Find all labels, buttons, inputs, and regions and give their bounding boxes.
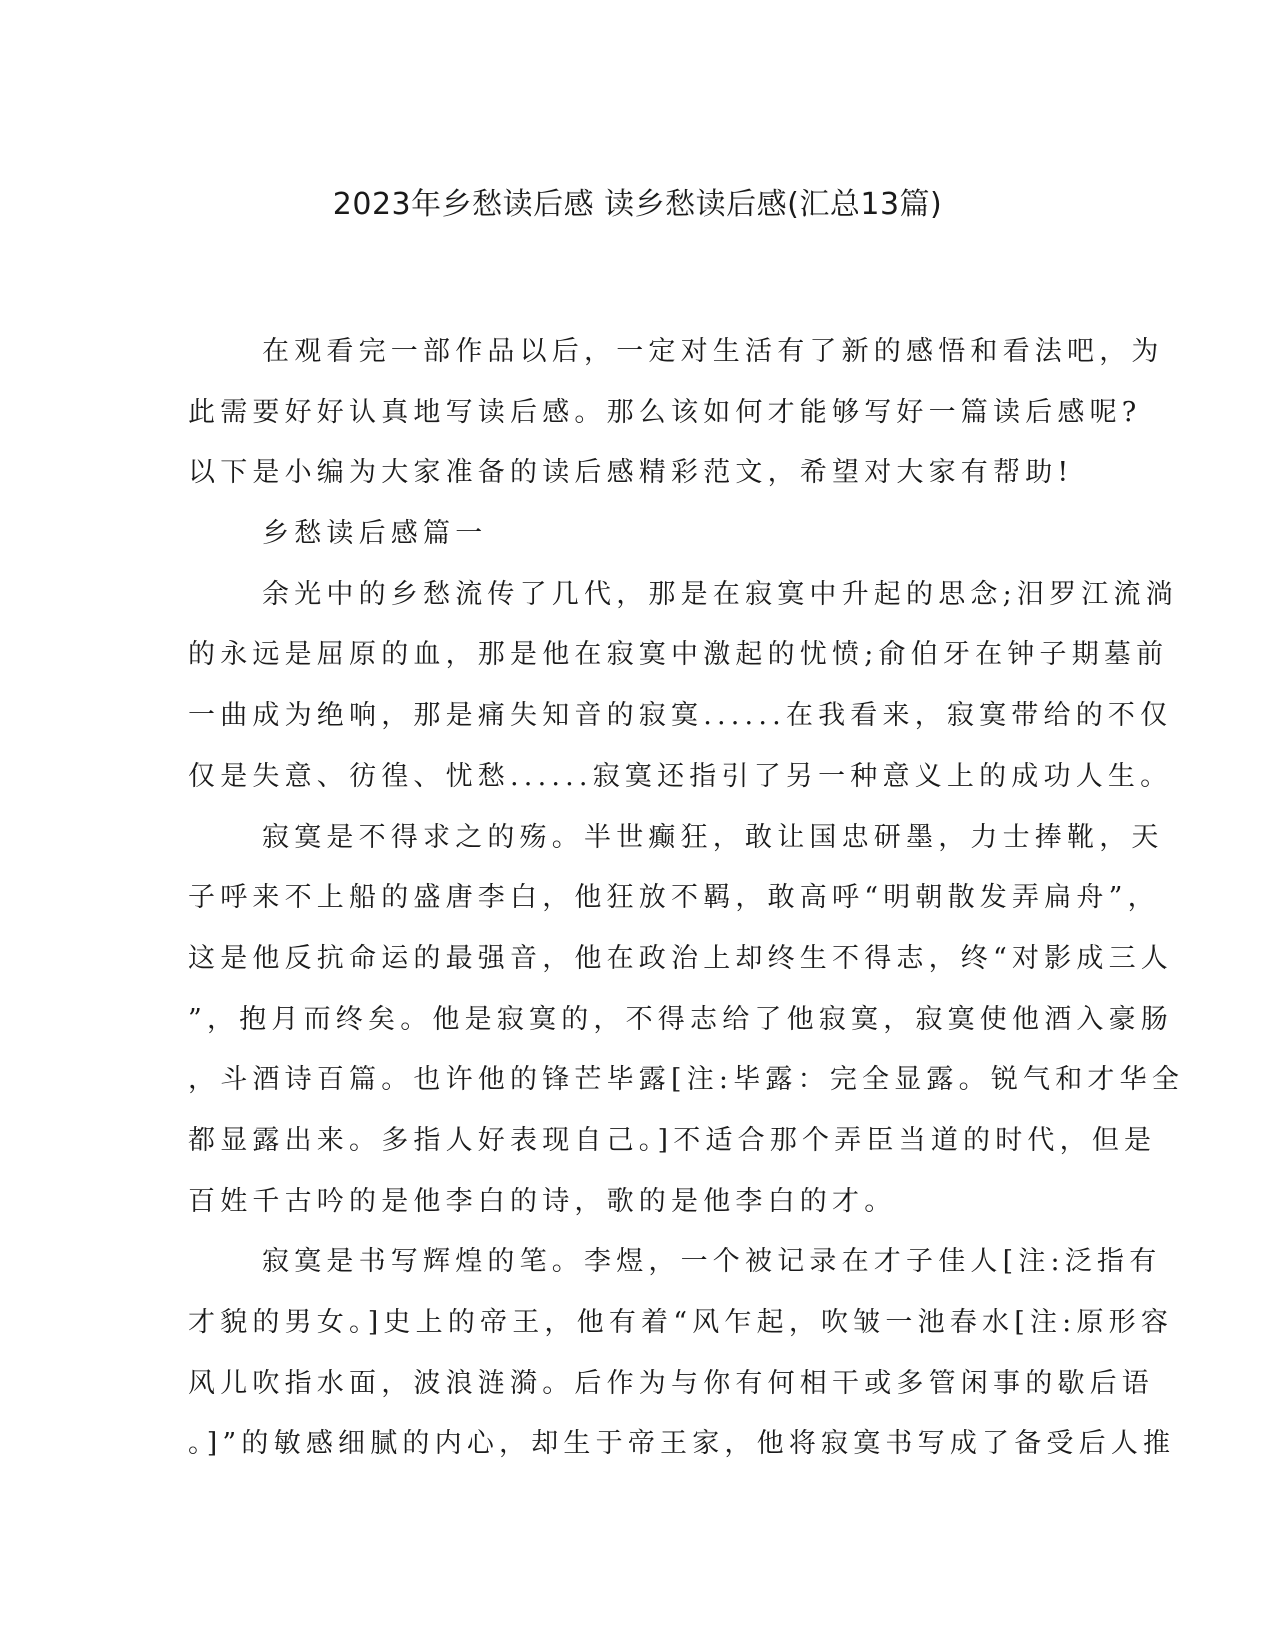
text-line: 此需要好好认真地写读后感。那么该如何才能够写好一篇读后感呢? — [188, 396, 1142, 428]
document-body — [188, 322, 1185, 1475]
text-line: 以下是小编为大家准备的读后感精彩范文，希望对大家有帮助! — [188, 457, 1074, 489]
document-title: 2023年乡愁读后感 读乡愁读后感(汇总13篇) — [332, 187, 943, 222]
text-line: 这是他反抗命运的最强音，他在政治上却终生不得志，终“对影成三人 — [188, 942, 1174, 974]
text-line: 才貌的男女。]史上的帝王，他有着“风乍起，吹皱一池春水[注:原形容 — [188, 1307, 1174, 1338]
text-line: 一曲成为绝响，那是痛失知音的寂寞......在我看来，寂寞带给的不仅 — [188, 700, 1173, 732]
text-line: 在观看完一部作品以后，一定对生活有了新的感悟和看法吧，为 — [262, 336, 1164, 367]
text-line: 乡愁读后感篇一 — [262, 518, 488, 550]
text-line: 寂寞是不得求之的殇。半世癫狂，敢让国忠研墨，力士捧靴，天 — [262, 821, 1164, 853]
text-line: 的永远是屈原的血，那是他在寂寞中激起的忧愤;俞伯牙在钟子期墓前 — [188, 639, 1169, 671]
text-line: 寂寞是书写辉煌的笔。李煜，一个被记录在才子佳人[注:泛指有 — [262, 1246, 1162, 1278]
text-line: 余光中的乡愁流传了几代，那是在寂寞中升起的思念;汨罗江流淌 — [262, 578, 1178, 610]
text-line: 子呼来不上船的盛唐李白，他狂放不羁，敢高呼“明朝散发弄扁舟”， — [188, 882, 1160, 914]
text-line: 百姓千古吟的是他李白的诗，歌的是他李白的才。 — [188, 1185, 897, 1217]
text-line: ”，抱月而终矣。他是寂寞的，不得志给了他寂寞，寂寞使他酒入豪肠 — [188, 1003, 1174, 1035]
text-line: ，斗酒诗百篇。也许他的锋芒毕露[注:毕露：完全显露。锐气和才华全 — [188, 1064, 1185, 1096]
text-line: 仅是失意、彷徨、忧愁......寂寞还指引了另一种意义上的成功人生。 — [188, 760, 1173, 792]
text-line: 。]”的敏感细腻的内心，却生于帝王家，他将寂寞书写成了备受后人推 — [188, 1428, 1176, 1460]
text-line: 风儿吹指水面，波浪涟漪。后作为与你有何相干或多管闲事的歇后语 — [188, 1367, 1154, 1399]
text-line: 都显露出来。多指人好表现自己。]不适合那个弄臣当道的时代，但是 — [188, 1124, 1157, 1156]
